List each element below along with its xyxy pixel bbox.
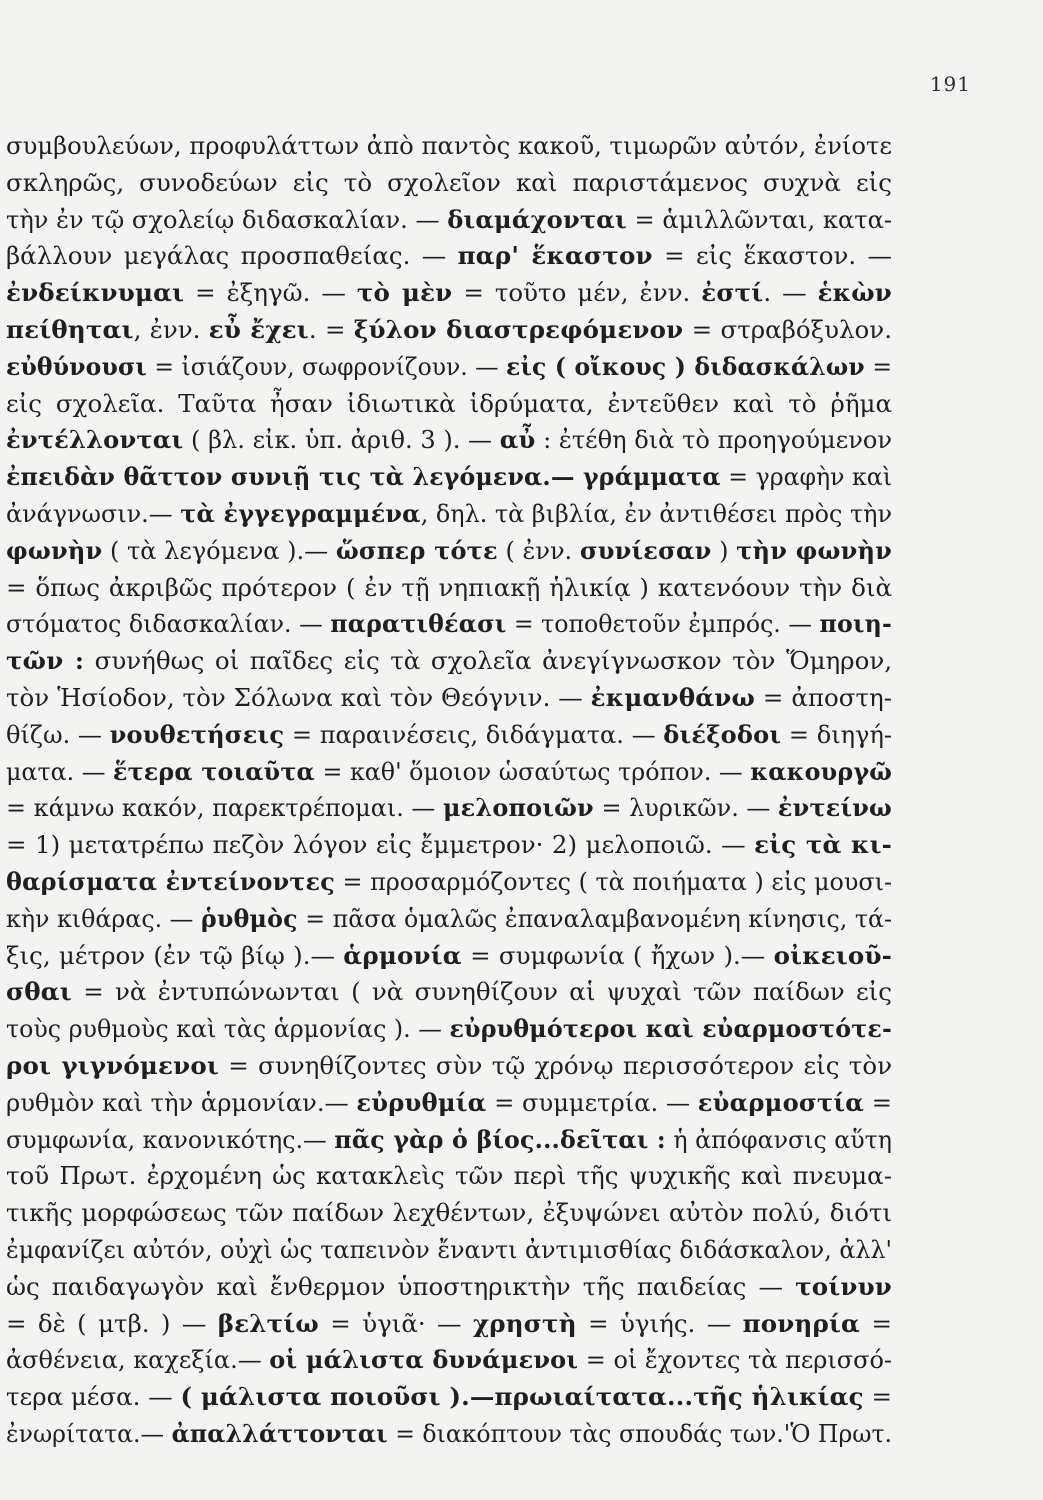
text-line	[6, 901, 892, 938]
gloss-text: ( βλ. εἰκ. ὑπ. ἀριθ. 3 ). —	[183, 425, 500, 455]
text-line	[6, 680, 892, 717]
gloss-text: τικῆς μορφώσεως τῶν παίδων λεχθέντων, ἐξυψώνει αὐτὸν πολύ, διότι	[6, 1198, 892, 1228]
lemma-term: φωνὴν	[6, 535, 103, 565]
text-line	[6, 1122, 892, 1159]
text-line	[6, 1342, 892, 1379]
lemma-term: εὖ ἔχει	[208, 314, 309, 344]
text-line	[6, 349, 892, 386]
gloss-text: ὡς παιδαγωγὸν καὶ ἔνθερμον ὑποστηρικτὴν τῆς παιδείας —	[6, 1271, 796, 1301]
gloss-text: . =	[308, 314, 354, 344]
gloss-text: ἀσθένεια, καχεξία.—	[6, 1345, 270, 1375]
gloss-text: τερα μέσα. —	[6, 1382, 181, 1412]
text-line	[6, 827, 892, 864]
lemma-term: ὥσπερ τότε	[335, 535, 498, 565]
gloss-text: σκληρῶς, συνοδεύων εἰς τὸ σχολεῖον καὶ παριστάμενος συχνὰ εἰς	[6, 167, 892, 197]
text-line	[6, 165, 892, 202]
lemma-term: εὐρυθμία	[356, 1087, 487, 1117]
gloss-text: τὸν Ἡσίοδον, τὸν Σόλωνα καὶ τὸν Θεόγνιν. —	[6, 682, 591, 712]
text-line	[6, 128, 892, 165]
gloss-text: = ἐξηγῶ. —	[184, 278, 357, 308]
gloss-text: = ἀποστη-	[755, 682, 892, 712]
gloss-text: ματα. —	[6, 756, 114, 786]
text-line	[6, 570, 892, 607]
text-line	[6, 717, 892, 754]
text-line	[6, 386, 892, 423]
gloss-text: ( τὰ λεγόμενα ).—	[102, 535, 336, 565]
text-line	[6, 496, 892, 533]
gloss-text: = δὲ ( μτβ. ) —	[6, 1308, 218, 1338]
gloss-text: . —	[763, 278, 818, 308]
text-line	[6, 312, 892, 349]
gloss-text: =	[864, 351, 892, 381]
gloss-text: = ἰσιάζουν, σωφρονίζουν. —	[146, 351, 507, 381]
gloss-text: = τοποθετοῦν ἐμπρός. —	[506, 609, 820, 639]
text-line	[6, 1269, 892, 1306]
gloss-text: = προσαρμόζοντες ( τὰ ποιήματα ) εἰς μουσι-	[334, 866, 892, 896]
lemma-term: βελτίω	[217, 1308, 319, 1338]
gloss-text: = καθ' ὅμοιον ὡσαύτως τρόπον. —	[314, 756, 751, 786]
lemma-term: τοίνυν	[795, 1271, 892, 1301]
lemma-term: παρ' ἕκαστον	[457, 241, 653, 271]
text-line	[6, 533, 892, 570]
gloss-text: , δηλ. τὰ βιβλία, ἐν ἀντιθέσει πρὸς τὴν	[420, 498, 892, 528]
gloss-text: = εἰς ἕκαστον. —	[652, 241, 892, 271]
lemma-term: ἐκμανθάνω	[590, 682, 756, 712]
lemma-term: ἐντείνω	[777, 793, 892, 823]
lemma-term: οἰκειοῦ-	[773, 940, 892, 970]
text-line	[6, 1232, 892, 1269]
lemma-term: ( μάλιστα ποιοῦσι ).—πρωιαίτατα...τῆς ἡλικίας	[180, 1382, 864, 1412]
lemma-term: εἰς ( οἴκους ) διδασκάλων	[506, 351, 865, 381]
lemma-term: ροι γιγνόμενοι	[6, 1050, 219, 1080]
gloss-text: βάλλουν μεγάλας προσπαθείας. —	[6, 241, 458, 271]
gloss-text: = κάμνω κακόν, παρεκτρέπομαι. —	[6, 793, 443, 823]
gloss-text: = συμμετρία. —	[486, 1087, 698, 1117]
gloss-text: θίζω. —	[6, 719, 110, 749]
lemma-term: κακουργῶ	[750, 756, 892, 786]
gloss-text: : ἐτέθη διὰ τὸ προηγούμενον	[535, 425, 892, 455]
text-line	[6, 1158, 892, 1195]
lemma-term: εὐθύνουσι	[6, 351, 147, 381]
text-line	[6, 754, 892, 791]
gloss-text: ἐμφανίζει αὐτόν, οὐχὶ ὡς ταπεινὸν ἔναντι ἀντιμισθίας διδάσκαλον, ἀλλ'	[6, 1234, 892, 1264]
lemma-term: ἕτερα τοιαῦτα	[113, 756, 315, 786]
gloss-text: συνήθως οἱ παῖδες εἰς τὰ σχολεῖα ἀνεγίγνωσκον τὸν Ὅμηρον,	[84, 646, 892, 676]
gloss-text: = ἁμιλλῶνται, κατα-	[626, 204, 892, 234]
gloss-text: = λυρικῶν. —	[593, 793, 778, 823]
lemma-term: τὴν φωνὴν	[736, 535, 892, 565]
gloss-text: = τοῦτο μέν, ἐνν.	[452, 278, 702, 308]
gloss-text: τὴν ἐν τῷ σχολείῳ διδασκαλίαν. —	[6, 204, 448, 234]
text-line	[6, 864, 892, 901]
gloss-text: ἀνάγνωσιν.—	[6, 498, 181, 528]
gloss-text: = διακόπτουν τὰς σπουδάς των.'Ὁ Πρωτ.	[387, 1418, 892, 1448]
lemma-term: τῶν :	[6, 646, 85, 676]
gloss-text: = οἱ ἔχοντες τὰ περισσό-	[578, 1345, 892, 1375]
lemma-term: ἁρμονία	[343, 940, 462, 970]
lemma-term: παρατιθέασι	[330, 609, 507, 639]
text-line	[6, 1085, 892, 1122]
gloss-text: = ὅπως ἀκριβῶς πρότερον ( ἐν τῇ νηπιακῇ ἡλικίᾳ ) κατενόουν τὴν διὰ	[6, 572, 892, 602]
gloss-text: = διηγή-	[781, 719, 892, 749]
lemma-term: πείθηται	[6, 314, 134, 344]
gloss-text: ρυθμὸν καὶ τὴν ἁρμονίαν.—	[6, 1087, 357, 1117]
lemma-term: αὖ	[499, 425, 536, 455]
lemma-term: ῥυθμὸς	[200, 903, 298, 933]
lemma-term: χρηστὴ	[472, 1308, 577, 1338]
lemma-term: εὐρυθμότεροι καὶ εὐαρμοστότε-	[449, 1014, 892, 1044]
gloss-text: ἡ ἀπόφανσις αὕτη	[665, 1124, 892, 1154]
gloss-text: = ὑγιᾶ· —	[318, 1308, 473, 1338]
lemma-term: σθαι	[6, 977, 72, 1007]
lemma-term: ἐντέλλονται	[6, 425, 184, 455]
gloss-text: = ὑγιής. —	[576, 1308, 743, 1338]
gloss-text: = συμφωνία ( ἤχων ).—	[461, 940, 774, 970]
lemma-term: τὸ μὲν	[356, 278, 453, 308]
gloss-text: = 1) μετατρέπω πεζὸν λόγον εἰς ἔμμετρον· 2) μελοποιῶ. —	[6, 830, 755, 860]
gloss-text: = νὰ ἐντυπώνωνται ( νὰ συνηθίζουν αἱ ψυχαὶ τῶν παίδων εἰς	[71, 977, 892, 1007]
gloss-text: =	[860, 1308, 892, 1338]
text-line	[6, 643, 892, 680]
lemma-term: ἀπαλλάττονται	[171, 1418, 388, 1448]
gloss-text: κὴν κιθάρας. —	[6, 903, 201, 933]
text-line	[6, 459, 892, 496]
gloss-text: στόματος διδασκαλίαν. —	[6, 609, 331, 639]
lemma-term: οἱ μάλιστα δυνάμενοι	[269, 1345, 579, 1375]
text-line	[6, 1011, 892, 1048]
gloss-text: ξις, μέτρον (ἐν τῷ βίῳ ).—	[6, 940, 344, 970]
gloss-text: = παραινέσεις, διδάγματα. —	[284, 719, 664, 749]
lemma-term: ξύλον διαστρεφόμενον	[353, 314, 684, 344]
lemma-term: ἐπειδὰν θᾶττον συνιῇ τις τὰ λεγόμενα.— γράμματα	[6, 462, 721, 492]
gloss-text: =	[863, 1382, 892, 1412]
gloss-text: = συνηθίζοντες σὺν τῷ χρόνῳ περισσότερον εἰς τὸν	[218, 1050, 892, 1080]
lemma-term: πονηρία	[742, 1308, 861, 1338]
text-line	[6, 1379, 892, 1416]
text-line	[6, 606, 892, 643]
lemma-term: πᾶς γὰρ ὁ βίος...δεῖται :	[334, 1124, 666, 1154]
gloss-text: συμφωνία, κανονικότης.—	[6, 1124, 335, 1154]
text-line	[6, 1048, 892, 1085]
gloss-text: ( ἐνν.	[497, 535, 580, 565]
gloss-text: = στραβόξυλον.	[683, 314, 892, 344]
lemma-term: ἐστί	[701, 278, 764, 308]
text-line	[6, 974, 892, 1011]
lemma-term: συνίεσαν	[579, 535, 712, 565]
lemma-term: νουθετήσεις	[109, 719, 285, 749]
lemma-term: εὐαρμοστία	[697, 1087, 865, 1117]
lemma-term: μελοποιῶν	[442, 793, 594, 823]
gloss-text: = γραφὴν καὶ	[720, 462, 892, 492]
text-line	[6, 1306, 892, 1343]
gloss-text: )	[711, 535, 737, 565]
lemma-term: ἑκὼν	[817, 278, 892, 308]
lemma-term: διέξοδοι	[663, 719, 782, 749]
lemma-term: τὰ ἐγγεγραμμένα	[180, 498, 421, 528]
text-line	[6, 1195, 892, 1232]
gloss-text: τοὺς ρυθμοὺς καὶ τὰς ἁρμονίας ). —	[6, 1014, 450, 1044]
text-line	[6, 1416, 892, 1453]
lemma-term: ἐνδείκνυμαι	[6, 278, 185, 308]
text-line	[6, 938, 892, 975]
lemma-term: εἰς τὰ κι-	[754, 830, 892, 860]
lemma-term: ποιη-	[819, 609, 892, 639]
gloss-text: = πᾶσα ὁμαλῶς ἐπαναλαμβανομένη κίνησις, τά-	[297, 903, 892, 933]
gloss-text: τοῦ Πρωτ. ἐρχομένη ὡς κατακλεὶς τῶν περὶ τῆς ψυχικῆς καὶ πνευμα-	[6, 1161, 892, 1191]
gloss-text: συμβουλεύων, προφυλάττων ἀπὸ παντὸς κακοῦ, τιμωρῶν αὐτόν, ἐνίοτε	[6, 131, 892, 160]
commentary-text	[6, 128, 892, 1453]
gloss-text: ἐνωρίτατα.—	[6, 1418, 172, 1448]
lemma-term: θαρίσματα ἐντείνοντες	[6, 866, 335, 896]
gloss-text: , ἐνν.	[133, 314, 209, 344]
page-number: 191	[929, 72, 971, 96]
text-line	[6, 202, 892, 239]
lemma-term: διαμάχονται	[447, 204, 627, 234]
text-line	[6, 275, 892, 312]
text-line	[6, 790, 892, 827]
gloss-text: εἰς σχολεῖα. Ταῦτα ἦσαν ἰδιωτικὰ ἱδρύματα, ἐντεῦθεν καὶ τὸ ῥῆμα	[6, 388, 892, 418]
text-line	[6, 422, 892, 459]
text-line	[6, 238, 892, 275]
gloss-text: =	[864, 1087, 892, 1117]
